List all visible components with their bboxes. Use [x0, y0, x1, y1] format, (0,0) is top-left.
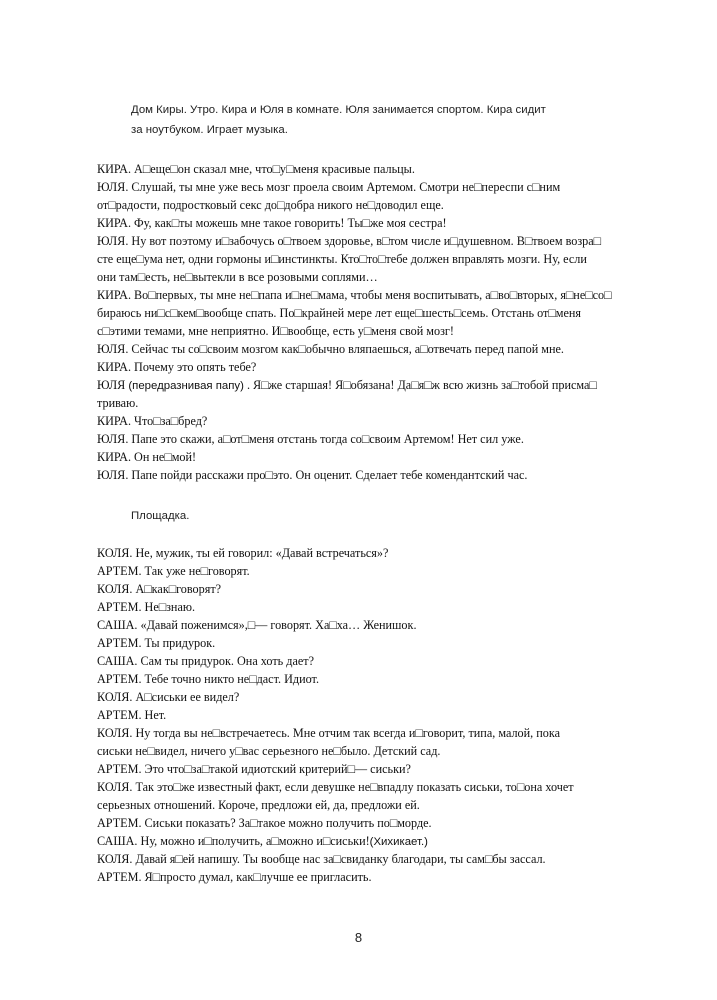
dialogue-line: АРТЕМ. Так уже не□говорят.: [97, 564, 250, 578]
dialogue-line: АРТЕМ. Не□знаю.: [97, 600, 196, 614]
dialogue-line: САША. Сам ты придурок. Она хоть дает?: [97, 654, 315, 668]
dialogue-line: АРТЕМ. Сиськи показать? За□такое можно получить по□морде.: [97, 816, 432, 830]
dialogue-line: КОЛЯ. Давай я□ей напишу. Ты вообще нас за□свиданку благодари, ты сам□бы зассал.: [97, 852, 546, 866]
dialogue-line: ЮЛЯ. Папе это скажи, а□от□меня отстань тогда со□своим Артемом! Нет сил уже.: [97, 432, 524, 446]
dialogue-line: они там□есть, не□вытекли в все розовыми соплями…: [97, 270, 378, 284]
dialogue-line: КОЛЯ. Ну тогда вы не□встречаетесь. Мне отчим так всегда и□говорит, типа, малой, пока: [97, 726, 561, 740]
dialogue-line: САША. «Давай поженимся»,□— говорят. Ха□ха… Женишок.: [97, 618, 417, 632]
page-number: 8: [354, 930, 363, 945]
dialogue-line: бираюсь ни□с□кем□вообще спать. По□крайней мере лет еще□шесть□семь. Отстань от□меня: [97, 306, 581, 320]
scene-remark-line: Дом Киры. Утро. Кира и Юля в комнате. Юля занимается спортом. Кира сидит: [131, 104, 546, 116]
dialogue-line: КИРА. Фу, как□ты можешь мне такое говорить! Ты□же моя сестра!: [97, 216, 447, 230]
dialogue-line: ЮЛЯ. Слушай, ты мне уже весь мозг проела своим Артемом. Смотри не□переспи с□ним: [97, 180, 561, 194]
dialogue-line: КИРА. Во□первых, ты мне не□папа и□не□мама, чтобы меня воспитывать, а□во□вторых, я□не□со□: [97, 288, 612, 302]
dialogue-line: АРТЕМ. Тебе точно никто не□даст. Идиот.: [97, 672, 320, 686]
scene-remark-playground: Площадка.: [131, 510, 190, 522]
dialogue-line: сиськи не□видел, ничего у□вас серьезного не□было. Детский сад.: [97, 744, 441, 758]
dialogue-text: САША. Ну, можно и□получить, а□можно и□сиськи!: [97, 834, 370, 848]
dialogue-text: . Я□же старшая! Я□обязана! Да□я□ж всю жизнь за□тобой присма□: [243, 378, 597, 392]
dialogue-line: от□радости, подростковый секс до□добра никого не□доводил еще.: [97, 198, 444, 212]
dialogue-line: АРТЕМ. Это что□за□такой идиотский критерий□— сиськи?: [97, 762, 411, 776]
speaker-name: ЮЛЯ: [97, 378, 126, 392]
dialogue-line: КОЛЯ. А□сиськи ее видел?: [97, 690, 240, 704]
dialogue-line: КОЛЯ. Не, мужик, ты ей говорил: «Давай встречаться»?: [97, 546, 389, 560]
dialogue-line: КИРА. Он не□мой!: [97, 450, 197, 464]
dialogue-line: ЮЛЯ. Сейчас ты со□своим мозгом как□обычно вляпаешься, а□отвечать перед папой мне.: [97, 342, 564, 356]
dialogue-line: серьезных отношений. Короче, предложи ей, да, предложи ей.: [97, 798, 420, 812]
scene-remark-home: [131, 100, 546, 140]
stage-direction: (передразнивая папу): [128, 380, 244, 392]
dialogue-line: КОЛЯ. А□как□говорят?: [97, 582, 222, 596]
dialogue-line: сте еще□ума нет, одни гормоны и□инстинкты. Кто□то□тебе должен вправлять мозги. Ну, если: [97, 252, 587, 266]
dialogue-line: ЮЛЯ. Ну вот поэтому и□забочусь о□твоем здоровье, в□том числе и□душевном. В□твоем возра□: [97, 234, 602, 248]
dialogue-line: АРТЕМ. Нет.: [97, 708, 167, 722]
dialogue-line: КИРА. А□еще□он сказал мне, что□у□меня красивые пальцы.: [97, 162, 415, 176]
dialogue-line: КИРА. Почему это опять тебе?: [97, 360, 257, 374]
dialogue-line: с□этими темами, мне неприятно. И□вообще, есть у□меня свой мозг!: [97, 324, 454, 338]
dialogue-line: ЮЛЯ. Папе пойди расскажи про□это. Он оценит. Сделает тебе комендантский час.: [97, 468, 528, 482]
dialogue-line: АРТЕМ. Я□просто думал, как□лучше ее пригласить.: [97, 870, 372, 884]
dialogue-line: КОЛЯ. Так это□же известный факт, если девушке не□впадлу показать сиськи, то□она хочет: [97, 780, 574, 794]
dialogue-line: АРТЕМ. Ты придурок.: [97, 636, 216, 650]
dialogue-line-mimic: [97, 376, 597, 395]
dialogue-line: КИРА. Что□за□бред?: [97, 414, 208, 428]
dialogue-line-sasha: [97, 832, 428, 851]
stage-direction: (Хихикает.): [369, 836, 428, 848]
dialogue-line: триваю.: [97, 396, 139, 410]
scene-remark-line: за ноутбуком. Играет музыка.: [131, 124, 288, 136]
